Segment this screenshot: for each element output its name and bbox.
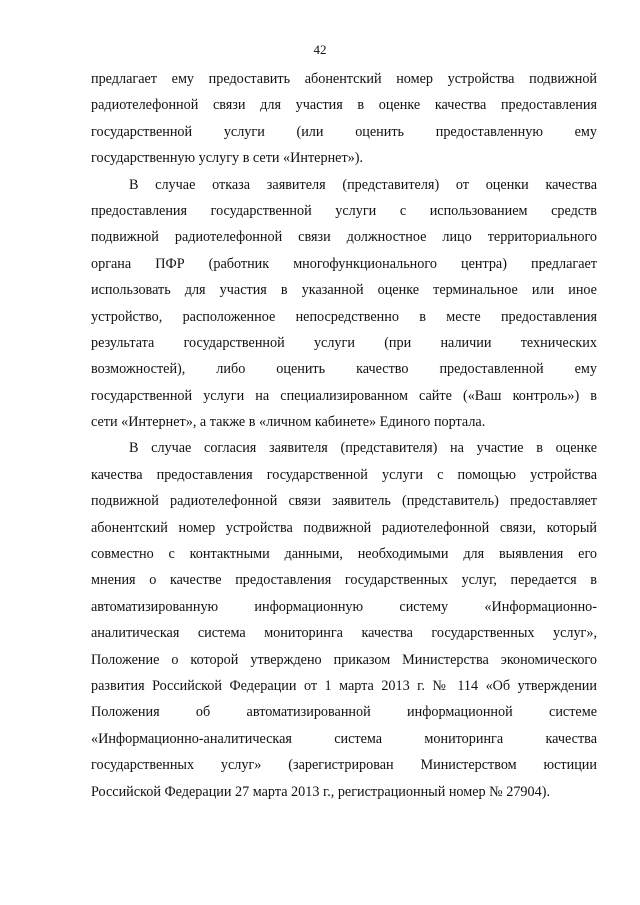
text-line: мнения о качестве предоставления государственных услуг, передается в [91, 572, 597, 589]
text-line: развития Российской Федерации от 1 марта 2013 г. № 114 «Об утверждении [91, 677, 597, 694]
text-line: аналитическая система мониторинга качества государственных услуг», [91, 625, 597, 642]
paragraph [91, 172, 597, 436]
text-line: государственных услуг» (зарегистрирован Министерством юстиции [91, 757, 597, 774]
text-line: качества предоставления государственной услуги с помощью устройства [91, 466, 597, 483]
text-line: автоматизированную информационную систему «Информационно- [91, 598, 597, 615]
text-line: Положения об автоматизированной информационной системе [91, 704, 597, 721]
text-line: устройство, расположенное непосредственно в месте предоставления [91, 308, 597, 325]
paragraph [91, 66, 597, 172]
text-line: государственной услуги на специализированном сайте («Ваш контроль») в [91, 387, 597, 404]
text-line: результата государственной услуги (при наличии технических [91, 334, 597, 351]
text-line: возможностей), либо оценить качество предоставленной ему [91, 361, 597, 378]
paragraph [91, 435, 597, 804]
text-line: предлагает ему предоставить абонентский номер устройства подвижной [91, 71, 597, 87]
text-line: сети «Интернет», а также в «личном кабинете» Единого портала. [91, 414, 486, 431]
text-line: Положение о которой утверждено приказом Министерства экономического [91, 651, 597, 668]
text-line: подвижной радиотелефонной связи заявитель (представитель) предоставляет [91, 493, 597, 510]
text-line: В случае отказа заявителя (представителя) от оценки качества [129, 176, 597, 193]
page-number: 42 [313, 42, 327, 57]
text-line: органа ПФР (работник многофункционального центра) предлагает [91, 255, 597, 272]
text-line: В случае согласия заявителя (представителя) на участие в оценке [129, 440, 597, 457]
text-line: абонентский номер устройства подвижной радиотелефонной связи, который [91, 519, 597, 536]
document-body [91, 66, 597, 805]
text-line: «Информационно-аналитическая система мониторинга качества [91, 730, 597, 747]
text-line: государственную услугу в сети «Интернет»). [91, 150, 364, 167]
text-line: Российской Федерации 27 марта 2013 г., регистрационный номер № 27904). [91, 783, 550, 800]
text-line: предоставления государственной услуги с использованием средств [91, 202, 597, 219]
text-line: использовать для участия в указанной оценке терминальное или иное [91, 282, 597, 299]
text-line: радиотелефонной связи для участия в оценке качества предоставления [91, 97, 597, 114]
text-line: государственной услуги (или оценить предоставленную ему [91, 123, 597, 140]
text-line: подвижной радиотелефонной связи должностное лицо территориального [91, 229, 597, 246]
text-line: совместно с контактными данными, необходимыми для выявления его [91, 546, 597, 563]
